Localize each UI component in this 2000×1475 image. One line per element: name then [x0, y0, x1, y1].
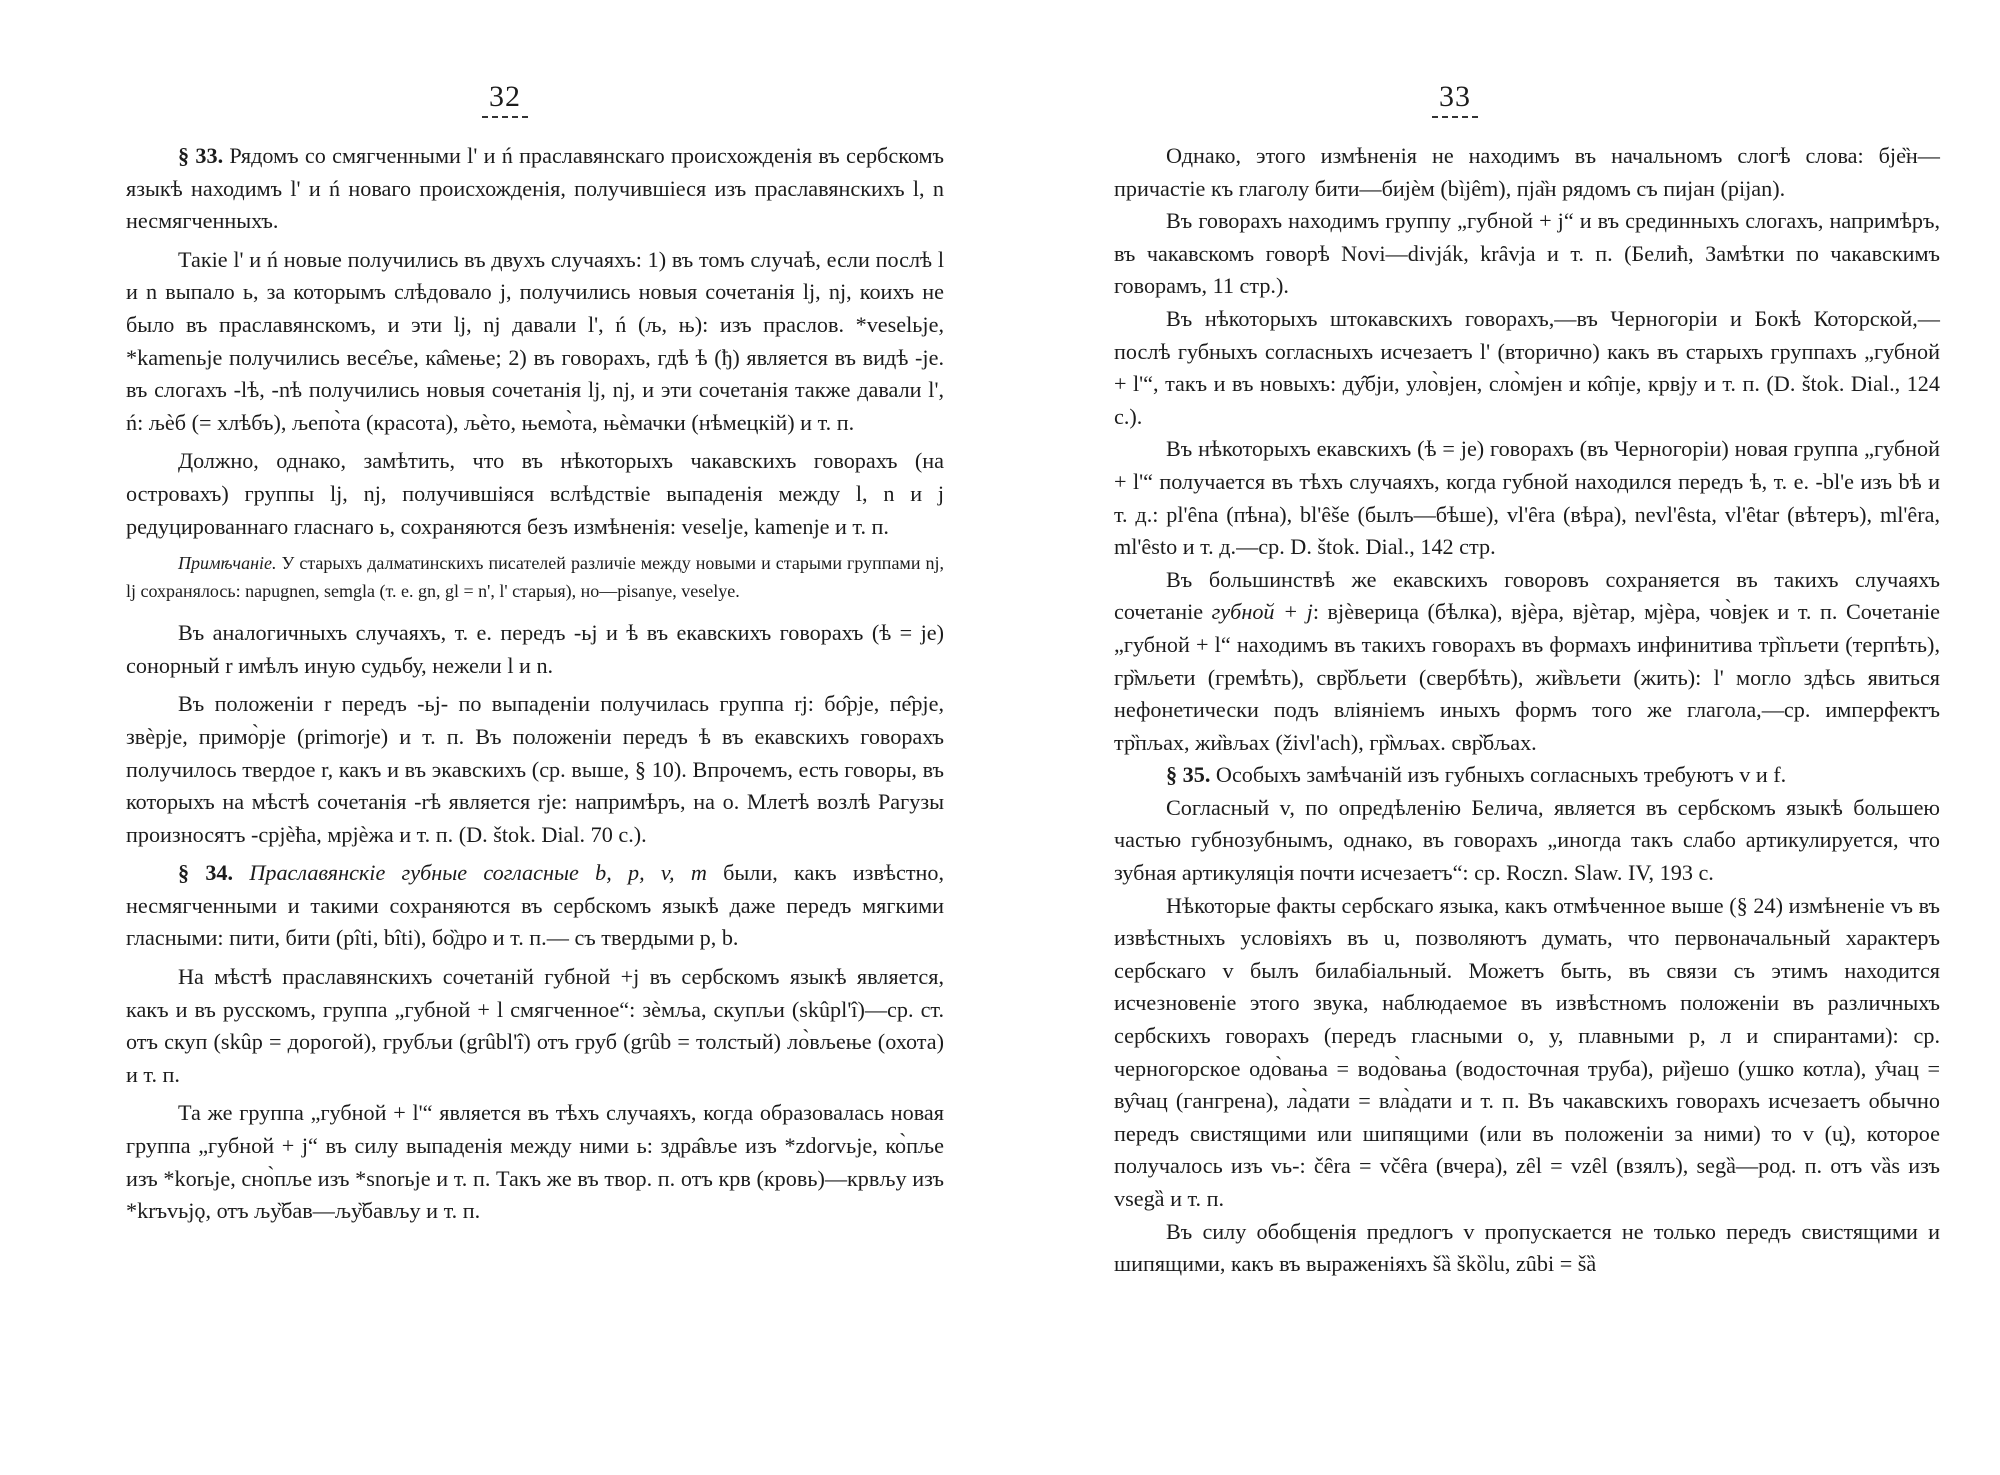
paragraph: Въ говорахъ находимъ группу „губной + j“ и въ срединныхъ слогахъ, напримѣръ, въ чакавскомъ говорѣ Novi—divják, krȃvja и т. п. (Белић, Замѣтки по чакавскимъ говорамъ, 11 стр.).: [1114, 208, 1940, 299]
page-number: 33: [1405, 80, 1505, 118]
section-marker: § 35.: [1166, 762, 1211, 788]
note-label: Примѣчаніе.: [178, 553, 277, 574]
paragraph: На мѣстѣ праславянскихъ сочетаній губной +j въ сербскомъ языкѣ является, какъ и въ русскомъ, группа „губной + l смягченное“: зѐмља, скупљи (skûpl'î)—ср. ст. отъ скуп (skûp = дорогой), грубљи (grûbl'î) отъ груб (grûb = толстый) ло̀вљење (охота) и т. п.: [126, 964, 944, 1087]
paragraph-section-33: § 33. Рядомъ со смягченными l' и ń праславянскаго происхожденія въ сербскомъ языкѣ находимъ l' и ń новаго происхожденія, получившіеся изъ праславянскихъ l, n несмягченныхъ.: [126, 143, 945, 234]
footnote: Примѣчаніе. У старыхъ далматинскихъ писателей различіе между новыми и старыми группами nj, lj сохранялось: napugnen, semgla (т. е. gn, gl = n', l' старыя), но—pisanye, veselye.: [126, 553, 945, 602]
paragraph: Въ нѣкоторыхъ екавскихъ (ѣ = je) говорахъ (въ Черногоріи) новая группа „губной + l'“ получается въ тѣхъ случаяхъ, когда губной находился передъ ѣ, т. е. -bl'e изъ bѣ и т. д.: pl'ȇna (пѣна), bl'ȇše (былъ—бѣше), vl'ȇra (вѣра), nevl'ȇsta, vl'ȇtar (вѣтеръ), ml'ȇra, ml'ȇsto и т. д.—ср. D. štok. Dial., 142 стр.: [1114, 436, 1940, 560]
paragraph: Въ силу обобщенія предлогъ v пропускается не только передъ свистящими и шипящими, какъ въ выраженіяхъ šȁ škȍlu, zȗbi = šȁ: [1114, 1218, 1940, 1277]
paragraph-section-34: § 34. Праславянскіе губные согласные b, p, v, m были, какъ извѣстно, несмягченными и такими сохраняются въ сербскомъ языкѣ даже передъ мягкими гласными: пити, бити (pîti, bîti), бо̏дро и т. п.— съ твердыми p, b.: [126, 860, 945, 951]
paragraph: Такіе l' и ń новые получились въ двухъ случаяхъ: 1) въ томъ случаѣ, если послѣ l и n выпало ь, за которымъ слѣдовало j, получились новыя сочетанія lj, nj, коихъ не было въ праславянскомъ, и эти lj, nj давали l', ń (љ, њ): изъ праслов. *veselьje, *kamenьje получились весе̂ље, ка̂мење; 2) въ говорахъ, гдѣ ѣ (ђ) является въ видѣ -je. въ слогахъ -lѣ, -nѣ получились новыя сочетанія lj, nj, и эти сочетанія также давали l', ń: љѐб (= хлѣбъ), љепо̀та (красота), љѐто, њемо̀та, њѐмачки (нѣмецкій) и т. п.: [126, 246, 944, 435]
inline-italic: губной + j: [1211, 599, 1313, 625]
page-number-rule: [482, 116, 528, 118]
page-number: 32: [455, 80, 555, 118]
paragraph: Въ нѣкоторыхъ штокавскихъ говорахъ,—въ Черногоріи и Бокѣ Которской,—послѣ губныхъ согласныхъ исчезаетъ l' (вторично) какъ въ старыхъ группахъ „губной + l'“, такъ и въ новыхъ: ду̂бји, уло̀вјен, сло̀мјен и ко̂пје, крвју и т. п. (D. štok. Dial., 124 с.).: [1114, 305, 1940, 429]
section-heading: Праславянскіе губные согласные b, p, v, m: [249, 860, 707, 886]
paragraph: Въ положеніи r передъ -ьj- по выпаденіи получилась группа rj: бо̂рје, пе̂рје, звѐрје, примо̀рје (primorje) и т. п. Въ положеніи передъ ѣ въ екавскихъ говорахъ получилось твердое r, какъ и въ экавскихъ (ср. выше, § 10). Впрочемъ, есть говоры, въ которыхъ на мѣстѣ сочетанія -rѣ является rje: напримѣръ, на о. Млетѣ возлѣ Рагузы произносятъ -срјѐћа, мрјѐжа и т. п. (D. štok. Dial. 70 с.).: [126, 691, 944, 847]
paragraph-section-35: § 35. Особыхъ замѣчаній изъ губныхъ согласныхъ требуютъ v и f.: [1166, 762, 1787, 788]
section-marker: § 33.: [178, 143, 224, 168]
paragraph: Нѣкоторые факты сербскаго языка, какъ отмѣченное выше (§ 24) измѣненіе vъ въ извѣстныхъ условіяхъ въ u, позволяютъ думать, что первоначальный характеръ сербскаго v былъ билабіальный. Можетъ быть, въ связи съ этимъ находится исчезновеніе этого звука, наблюдаемое въ извѣстномъ положеніи въ различныхъ сербскихъ говорахъ (передъ гласными o, у, плавными р, л и спирантами): ср. черногорское одо̀вања = водо̀вања (водосточная труба), ри̏јешо (ушко котла), у̂чац = ву̂чац (гангрена), ла̀дати = вла̀дати и т. п. Въ чакавскихъ говорахъ исчезаетъ обычно передъ свистящими или шипящими (или въ положеніи за ними) то v (u̯), которое получалось изъ vь-: čȇra = včȇra (вчера), zȇl = vzȇl (взялъ), segȁ—род. п. отъ vȁs изъ vsegȁ и т. п.: [1114, 892, 1940, 1211]
paragraph: Та же группа „губной + l'“ является въ тѣхъ случаяхъ, когда образовалась новая группа „губной + j“ въ силу выпаденія между ними ь: здра̂вље изъ *zdorvьje, ко̀пље изъ *korьje, сно̀пље изъ *snorьje и т. п. Такъ же въ твор. п. отъ крв (кровь)—крвљу изъ *krъvьjǫ, отъ љу̏бав—љу̏бављу и т. п.: [126, 1100, 944, 1224]
paragraph: Согласный v, по опредѣленію Белича, является въ сербскомъ языкѣ большею частью губнозубнымъ, однако, въ говорахъ „иногда такъ слабо артикулируется, что зубная артикуляція почти исчезаетъ“: ср. Roczn. Slaw. IV, 193 с.: [1114, 794, 1940, 886]
paragraph: Однако, этого измѣненія не находимъ въ начальномъ слогѣ слова: бје̏н—причастіе къ глаголу бити—бијѐм (bìjêm), пја̏н рядомъ съ пијан (pijan).: [1114, 143, 1940, 201]
right-page: [1000, 0, 2000, 1475]
page-body: [126, 140, 944, 1234]
page-number-rule: [1432, 116, 1478, 118]
page-body: [1114, 140, 1940, 1281]
section-marker: § 34.: [178, 860, 234, 886]
paragraph: Въ аналогичныхъ случаяхъ, т. е. передъ -ьj и ѣ въ екавскихъ говорахъ (ѣ = je) сонорный r имѣлъ иную судьбу, нежели l и n.: [126, 620, 944, 678]
paragraph: Въ большинствѣ же екавскихъ говоровъ сохраняется въ такихъ случаяхъ сочетаніе губной + j: вјѐверица (бѣлка), вјѐра, вјѐтар, мјѐра, чо̀вјек и т. п. Сочетаніе „губной + l“ находимъ въ такихъ говорахъ въ формахъ инфинитива тр̏пљети (терпѣть), гр̏мљети (гремѣть), свр̏бљети (свербѣть), жи̏вљети (жить): l' могло здѣсь явиться нефонетически подъ вліяніемъ иныхъ формъ того же глагола,—ср. имперфектъ тр̏пљах, жи̏вљах (živl'ach), гр̏мљах. свр̏бљах.: [1114, 566, 1941, 755]
paragraph: Должно, однако, замѣтить, что въ нѣкоторыхъ чакавскихъ говорахъ (на островахъ) группы lj, nj, получившіяся вслѣдствіе выпаденія между l, n и j редуцированнаго гласнаго ь, сохраняются безъ измѣненія: veselje, kamenje и т. п.: [126, 448, 944, 539]
